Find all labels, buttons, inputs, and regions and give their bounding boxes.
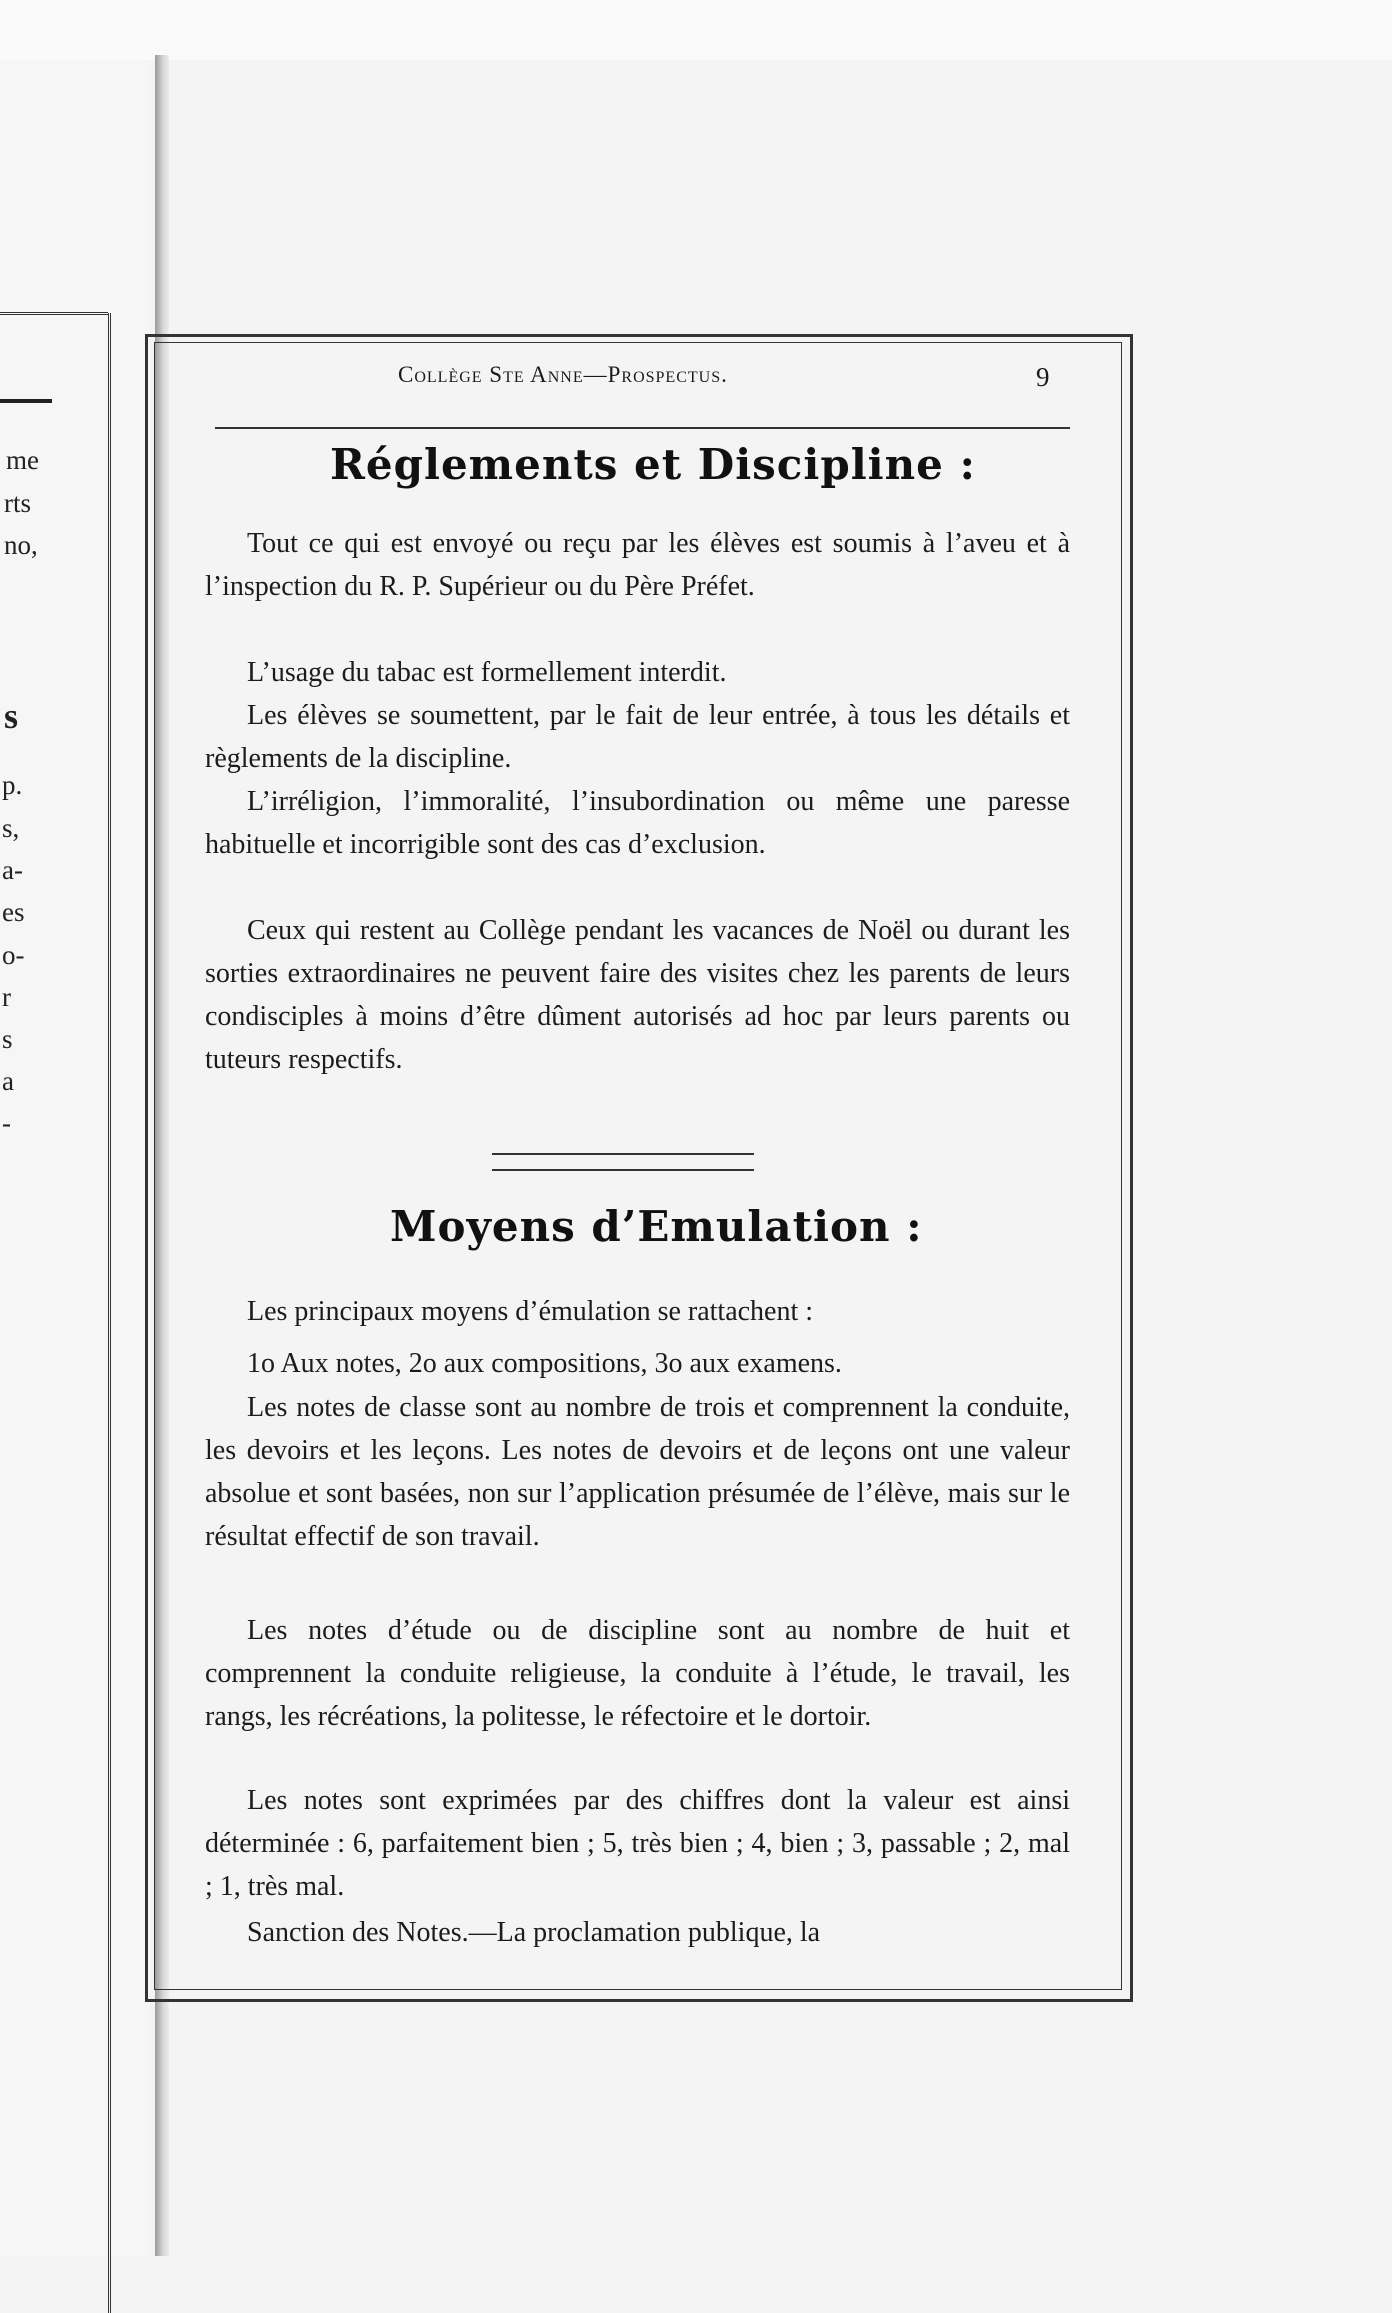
header-rule [215,427,1070,429]
left-fragment: es [2,897,25,927]
left-fragment: o- [2,940,25,970]
paragraph: L’irréligion, l’immoralité, l’insubordination ou même une paresse habituelle et incorrigible sont des cas d’exclusion. [205,786,1070,860]
left-fragment: - [2,1108,11,1138]
section-separator [492,1169,754,1171]
left-fragment: s [4,696,19,736]
left-fragment: p. [2,770,23,800]
paragraph: Les notes sont exprimées par des chiffres dont la valeur est ainsi déterminée : 6, parfaitement bien ; 5, très bien ; 4, bien ; 3, passable ; 2, mal ; 1, très mal. [205,1785,1070,1902]
paragraph: Les notes de classe sont au nombre de trois et comprennent la conduite, les devoirs et les leçons. Les notes de devoirs et de leçons ont une valeur absolue et sont basées, non sur l’application présumée de l’élève, mais sur le résultat effectif de son travail. [205,1392,1070,1552]
left-fragment: rts [4,488,31,518]
paragraph: Sanction des Notes.—La proclamation publique, la [247,1917,821,1948]
section-heading-reglements: Réglements et Discipline : [330,440,976,489]
scan-top-margin [0,0,1392,60]
left-page-bar [0,399,52,403]
left-fragment: s [2,1024,13,1054]
section-heading-emulation: Moyens d’Emulation : [390,1202,923,1251]
page-number: 9 [1036,362,1050,392]
paragraph: L’usage du tabac est formellement interdit. [247,657,727,688]
left-fragment: a [2,1066,14,1096]
paragraph: Les notes d’étude ou de discipline sont au nombre de huit et comprennent la conduite religieuse, la conduite à l’étude, le travail, les rangs, les récréations, la politesse, le réfectoire et le dortoir. [205,1615,1070,1732]
paragraph: Tout ce qui est envoyé ou reçu par les élèves est soumis à l’aveu et à l’inspection du R. P. Supérieur ou du Père Préfet. [205,528,1070,602]
left-fragment: r [2,982,11,1012]
paragraph: 1o Aux notes, 2o aux compositions, 3o aux examens. [247,1348,842,1379]
paragraph: Les principaux moyens d’émulation se rattachent : [247,1296,814,1327]
left-fragment: no, [4,530,38,560]
paragraph: Ceux qui restent au Collège pendant les vacances de Noël ou durant les sorties extraordinaires ne peuvent faire des visites chez les parents de leurs condisciples à moins d’être dûment autorisés ad hoc par leurs parents ou tuteurs respectifs. [205,915,1070,1075]
left-page-border [0,313,111,2313]
left-fragment: s, [2,813,20,843]
section-separator [492,1153,754,1155]
left-fragment: a- [2,855,23,885]
running-header: Collège Ste Anne—Prospectus. [398,362,728,387]
left-fragment: me [6,445,39,475]
paragraph: Les élèves se soumettent, par le fait de leur entrée, à tous les détails et règlements de la discipline. [205,700,1070,774]
